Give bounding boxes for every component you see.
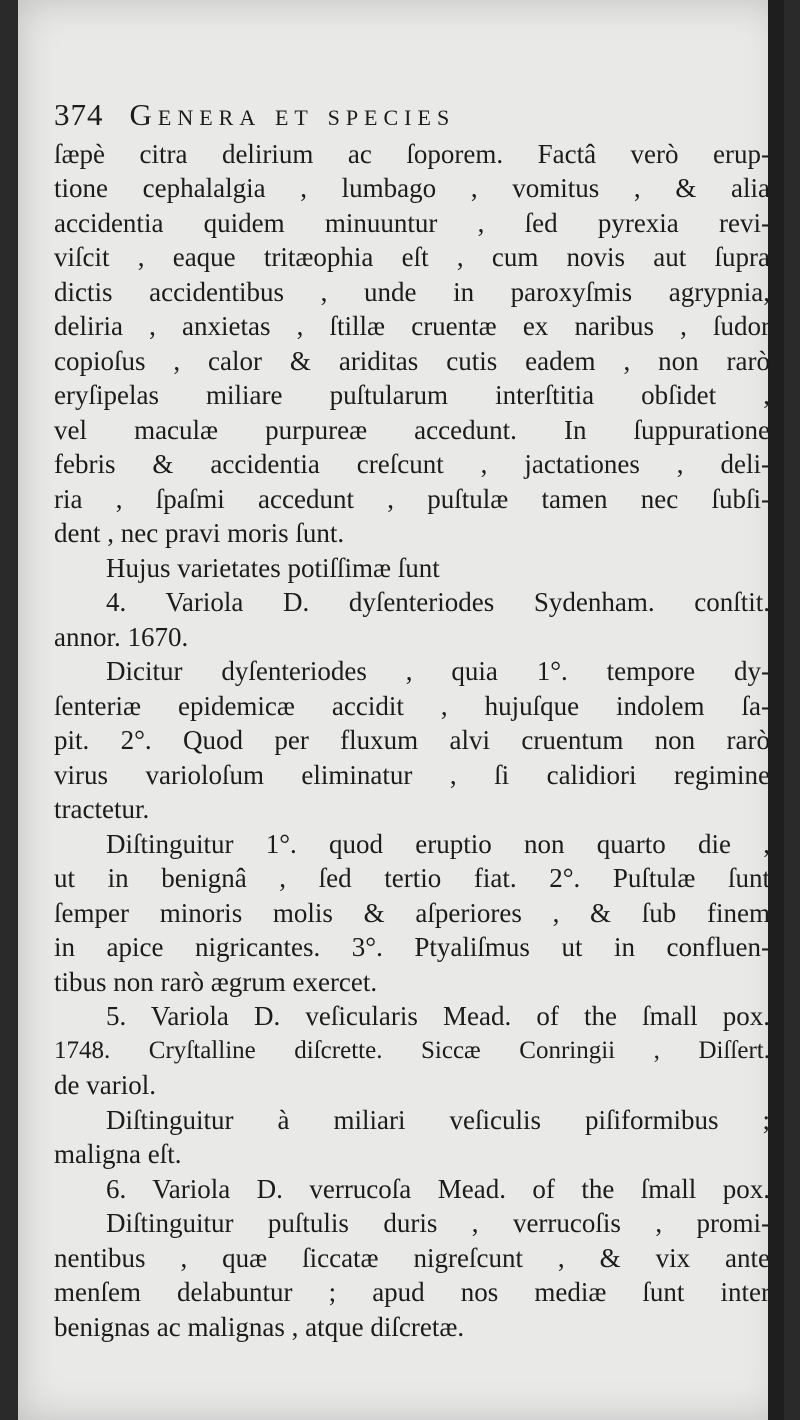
text-line-8: eryſipelas miliare puſtularum interſtitia obſidet , bbox=[54, 380, 770, 410]
page-gutter-shadow bbox=[768, 0, 784, 1420]
text-line-25: tibus non rarò ægrum exercet. bbox=[54, 966, 378, 997]
text-line-18: pit. 2°. Quod per fluxum alvi cruentum non rarò bbox=[54, 725, 770, 755]
running-header bbox=[54, 98, 770, 133]
text-line-20: tractetur. bbox=[54, 794, 150, 824]
text-line-10: febris & accidentia creſcunt , jactationes , deli- bbox=[54, 449, 770, 479]
text-line-30: maligna eſt. bbox=[54, 1139, 182, 1169]
book-page bbox=[18, 0, 784, 1420]
text-line-3: accidentia quidem minuuntur , ſed pyrexia revi- bbox=[54, 207, 770, 238]
text-line-1: ſæpè citra delirium ac ſoporem. Factâ verò erup- bbox=[54, 138, 770, 169]
variety-4-heading: 4. Variola D. dyſenteriodes Sydenham. conſtit. bbox=[106, 587, 770, 617]
text-line-32: Diſtinguitur puſtulis duris , verrucoſis , promi- bbox=[106, 1208, 770, 1238]
text-line-28: de variol. bbox=[54, 1070, 156, 1100]
text-line-4: viſcit , eaque tritæophia eſt , cum novis aut ſupra bbox=[54, 242, 770, 272]
text-line-27: 1748. Cryſtalline diſcrette. Siccæ Conringii , Diſſert. bbox=[54, 1036, 770, 1064]
text-line-16: Dicitur dyſenteriodes , quia 1°. tempore dy- bbox=[106, 656, 770, 686]
text-line-24: in apice nigricantes. 3°. Ptyaliſmus ut in confluen- bbox=[54, 932, 770, 962]
text-line-7: copioſus , calor & ariditas cutis eadem , non rarò bbox=[54, 345, 770, 376]
variety-5-heading: 5. Variola D. veſicularis Mead. of the ſmall pox. bbox=[106, 1001, 770, 1031]
text-line-9: vel maculæ purpureæ accedunt. In ſuppuratione bbox=[54, 414, 770, 445]
text-line-2: tione cephalalgia , lumbago , vomitus , & alia bbox=[54, 173, 770, 203]
text-line-23: ſemper minoris molis & aſperiores , & ſub finem bbox=[54, 897, 770, 928]
page-text bbox=[54, 98, 770, 1344]
text-line-15: annor. 1670. bbox=[54, 621, 189, 652]
text-line-29: Diſtinguitur à miliari veſiculis piſiformibus ; bbox=[106, 1104, 770, 1135]
text-line-12: dent , nec pravi moris ſunt. bbox=[54, 518, 345, 548]
text-line-22: ut in benignâ , ſed tertio fiat. 2°. Puſtulæ ſunt bbox=[54, 863, 770, 893]
text-line-35: benignas ac malignas , atque diſcretæ. bbox=[54, 1311, 465, 1342]
text-line-13: Hujus varietates potiſſimæ ſunt bbox=[106, 552, 440, 583]
text-line-5: dictis accidentibus , unde in paroxyſmis agrypnia, bbox=[54, 276, 770, 307]
text-line-11: ria , ſpaſmi accedunt , puſtulæ tamen nec ſubſi- bbox=[54, 483, 770, 514]
variety-6-heading: 6. Variola D. verrucoſa Mead. of the ſmall pox. bbox=[106, 1173, 770, 1204]
text-line-21: Diſtinguitur 1°. quod eruptio non quarto die , bbox=[106, 828, 770, 859]
text-line-6: deliria , anxietas , ſtillæ cruentæ ex naribus , ſudor bbox=[54, 311, 770, 341]
text-line-17: ſenteriæ epidemicæ accidit , hujuſque indolem ſa- bbox=[54, 690, 770, 721]
page-number: 374 bbox=[54, 97, 104, 132]
text-line-19: virus varioloſum eliminatur , ſi calidiori regimine bbox=[54, 759, 770, 790]
text-line-34: menſem delabuntur ; apud nos mediæ ſunt inter bbox=[54, 1277, 770, 1307]
running-title: Genera et species bbox=[129, 97, 456, 132]
text-line-33: nentibus , quæ ſiccatæ nigreſcunt , & vix ante bbox=[54, 1242, 770, 1273]
